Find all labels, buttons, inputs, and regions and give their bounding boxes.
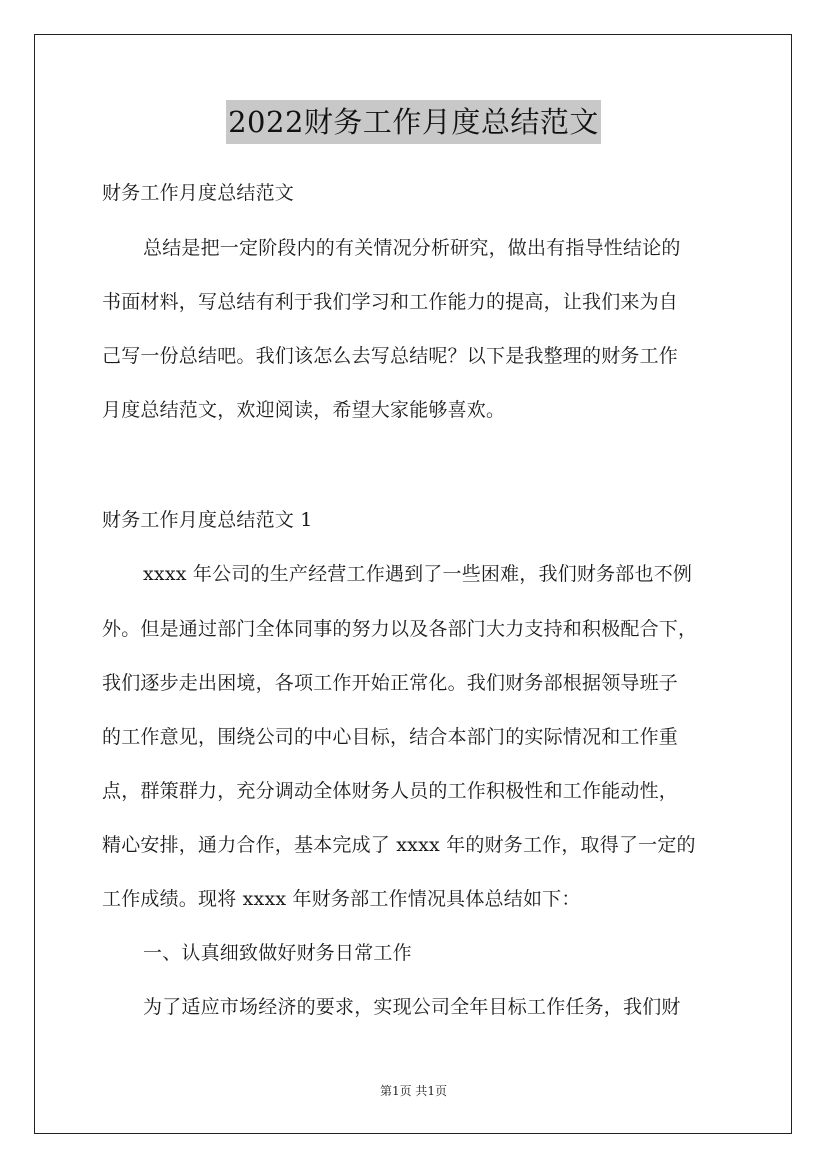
intro-line: 月度总结范文，欢迎阅读，希望大家能够喜欢。: [102, 399, 506, 421]
section-heading: 财务工作月度总结范文 1: [102, 509, 313, 531]
body-line: 为了适应市场经济的要求，实现公司全年目标工作任务，我们财: [143, 996, 681, 1018]
body-line: 的工作意见，围绕公司的中心目标，结合本部门的实际情况和工作重: [102, 726, 679, 748]
intro-line: 己写一份总结吧。我们该怎么去写总结呢？以下是我整理的财务工作: [102, 345, 679, 367]
document-subtitle: 财务工作月度总结范文: [102, 182, 295, 204]
body-line: 外。但是通过部门全体同事的努力以及各部门大力支持和积极配合下，: [102, 618, 698, 640]
title-container: [0, 100, 827, 144]
subheading: 一、认真细致做好财务日常工作: [143, 942, 412, 964]
body-line: 点，群策群力，充分调动全体财务人员的工作积极性和工作能动性，: [102, 780, 679, 802]
body-line: 工作成绩。现将 xxxx 年财务部工作情况具体总结如下：: [102, 888, 581, 910]
body-line: 精心安排，通力合作，基本完成了 xxxx 年的财务工作，取得了一定的: [102, 834, 696, 856]
intro-line: 书面材料，写总结有利于我们学习和工作能力的提高，让我们来为自: [102, 291, 679, 313]
intro-line: 总结是把一定阶段内的有关情况分析研究，做出有指导性结论的: [143, 237, 681, 259]
document-title: 2022财务工作月度总结范文: [226, 100, 601, 144]
body-line: 我们逐步走出困境，各项工作开始正常化。我们财务部根据领导班子: [102, 672, 679, 694]
page-footer: 第1页 共1页: [379, 1084, 448, 1098]
body-line: xxxx 年公司的生产经营工作遇到了一些困难，我们财务部也不例: [143, 563, 693, 585]
